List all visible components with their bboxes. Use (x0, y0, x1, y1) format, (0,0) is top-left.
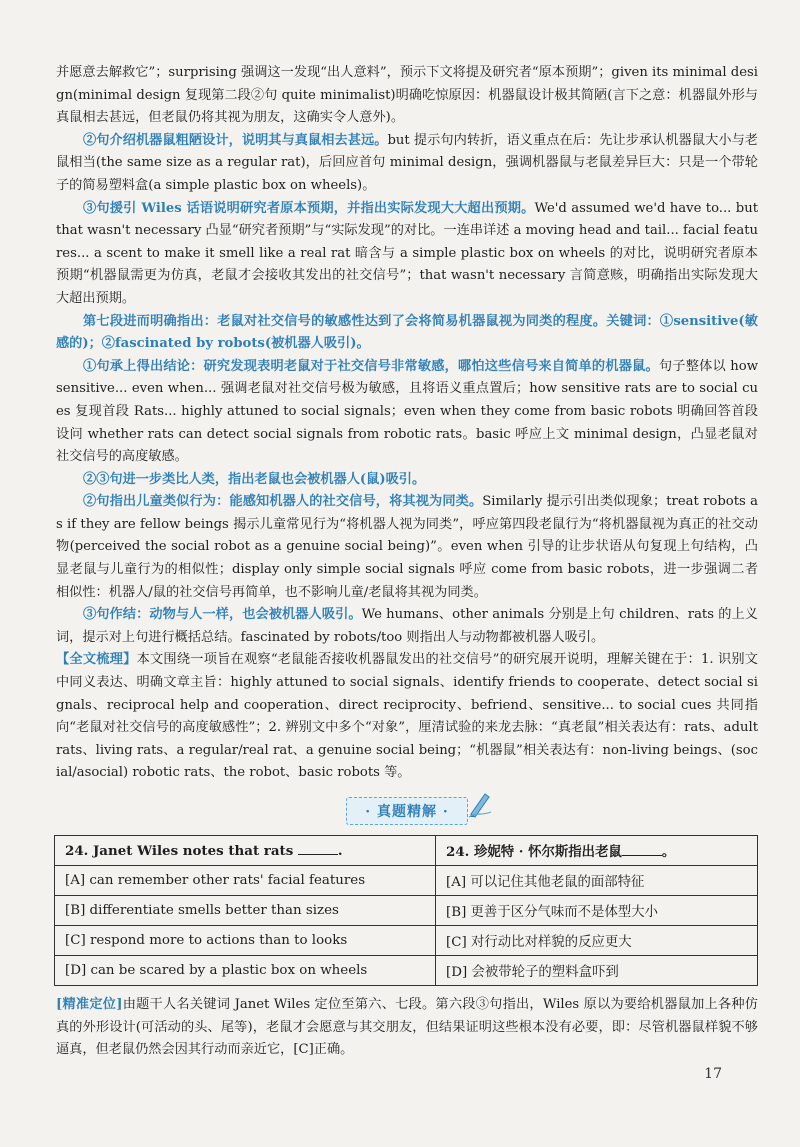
answer-text: 由题干人名关键词 Janet Wiles 定位至第六、七段。第六段③句指出，Wiles 原以为要给机器鼠加上各种仿真的外形设计(可活动的头、尾等)，老鼠才会愿意与其交朋友，但结果证明这些根本没有必要，即：尽管机器鼠样貌不够逼真，但老鼠仍然会因其行动而亲近它，[C]正确。 (56, 997, 758, 1058)
paragraph (56, 604, 758, 649)
section-banner (346, 797, 468, 825)
paragraph: 并愿意去解救它”；surprising 强调这一发现“出人意料”，预示下文将提及研究者“原本预期”；given its minimal design(minimal design 复现第二段②句 quite minimalist)明确吃惊原因：机器鼠设计极其简陋(言下之意：机器鼠外形与真鼠相去甚远，但老鼠仍将其视为朋友，这确实令人意外)。 (56, 65, 758, 126)
sentence-analysis-text: We'd assumed we'd have to... but that wasn't necessary 凸显“研究者预期”与“实际发现”的对比。一连串详述 a moving head and tail... facial features... a scent to make it smell like a real rat 暗含与 a simple plastic box on wheels 的对比，说明研究者原本预期“机器鼠需更为仿真，老鼠才会接收其发出的社交信号”；that wasn't necessary 言简意赅，明确指出实际发现大大超出预期。 (56, 200, 759, 306)
option-en: [B] differentiate smells better than sizes (55, 896, 436, 926)
answer-explanation (56, 994, 758, 1062)
sentence-analysis-label: ③句援引 Wiles 话语说明研究者原本预期，并指出实际发现大大超出预期。 (83, 200, 535, 216)
sentence-analysis-label: ①句承上得出结论：研究发现表明老鼠对于社交信号非常敏感，哪怕这些信号来自简单的机器鼠。 (83, 358, 659, 374)
question-stem-cn: 24. 珍妮特 · 怀尔斯指出老鼠 。 (436, 836, 758, 866)
question-stem-row (55, 836, 758, 866)
sentence-analysis-text: 句子整体以 how sensitive... even when... 强调老鼠对社交信号极为敏感，且将语义重点置后；how sensitive rats are to social cues 复现首段 Rats... highly attuned to social signals；even when they come from basic robots 明确回答首段设问 whether rats can detect social signals from robotic rats。basic 呼应上文 minimal design，凸显老鼠对社交信号的高度敏感。 (56, 358, 758, 465)
paragraph (56, 649, 758, 785)
summary-label: 【全文梳理】 (56, 652, 137, 668)
summary-text: 本文围绕一项旨在观察“老鼠能否接收机器鼠发出的社交信号”的研究展开说明，理解关键在于：1. 识别文中同义表达、明确文章主旨：highly attuned to social signals、identify friends to cooperate、detect social signals、reciprocal help and cooperation、direct reciprocity、befriend、sensitive... to social cues 共同指向“老鼠对社交信号的高度敏感性”；2. 辨别文中多个“对象”，厘清试验的来龙去脉：“真老鼠”相关表达有：rats、adult rats、living rats、a regular/real rat、a genuine social being；“机器鼠”相关表达有：non-living beings、(social/asocial) robotic rats、the robot、basic robots 等。 (56, 652, 758, 781)
answer-blank (298, 842, 338, 855)
paragraph (56, 130, 758, 198)
paragraph (56, 198, 758, 311)
section-banner-wrap (56, 797, 758, 825)
sentence-analysis-text: but 提示句内转折，语义重点在后：先让步承认机器鼠大小与老鼠相当(the same size as a regular rat)，后回应首句 minimal design，强调机器鼠与老鼠差异巨大：只是一个带轮子的简易塑料盒(a simple plastic box on wheels)。 (56, 132, 758, 193)
question-table (54, 835, 758, 986)
sentence-analysis-text: Similarly 提示引出类似现象；treat robots as if they are fellow beings 揭示儿童常见行为“将机器人视为同类”，呼应第四段老鼠行为“将机器鼠视为真正的社交动物(perceived the social robot as a genuine social being)”。even when 引导的让步状语从句复现上句结构，凸显老鼠与儿童行为的相似性；display only simple social signals 呼应 come from basic robots，进一步强调二者相似性：机器人/鼠的社交信号再简单，也不影响儿童/老鼠将其视为同类。 (56, 494, 758, 600)
option-row (55, 866, 758, 896)
paragraph (56, 356, 758, 469)
option-cn: [B] 更善于区分气味而不是体型大小 (436, 896, 758, 926)
section-banner-text: · 真题精解 · (365, 804, 449, 820)
paragraph-summary: 第七段进而明确指出：老鼠对社交信号的敏感性达到了会将简易机器鼠视为同类的程度。关键词：①sensitive(敏感的)；②fascinated by robots(被机器人吸引)。 (56, 313, 758, 352)
option-en: [A] can remember other rats' facial features (55, 866, 436, 896)
sentence-analysis-label: ②句指出儿童类似行为：能感知机器人的社交信号，将其视为同类。 (83, 494, 483, 510)
paragraph (56, 491, 758, 604)
sentence-analysis-label: ③句作结：动物与人一样，也会被机器人吸引。 (83, 607, 362, 623)
option-row (55, 956, 758, 986)
sentence-analysis-text: We humans、other animals 分别是上句 children、rats 的上义词，提示对上句进行概括总结。fascinated by robots/too 则指出人与动物都被机器人吸引。 (56, 607, 758, 645)
sentence-analysis-label: ②句介绍机器鼠粗陋设计，说明其与真鼠相去甚远。 (83, 132, 388, 148)
option-cn: [A] 可以记住其他老鼠的面部特征 (436, 866, 758, 896)
answer-label: [精准定位] (56, 997, 123, 1012)
option-cn: [D] 会被带轮子的塑料盒吓到 (436, 956, 758, 986)
answer-blank (622, 843, 662, 856)
option-cn: [C] 对行动比对样貌的反应更大 (436, 926, 758, 956)
option-en: [D] can be scared by a plastic box on wheels (55, 956, 436, 986)
question-stem-en: 24. Janet Wiles notes that rats . (55, 836, 436, 866)
pen-icon (467, 790, 493, 818)
page-number: 17 (704, 1066, 722, 1082)
option-en: [C] respond more to actions than to looks (55, 926, 436, 956)
option-row (55, 926, 758, 956)
sentence-analysis-label: ②③句进一步类比人类，指出老鼠也会被机器人(鼠)吸引。 (83, 471, 426, 487)
option-row (55, 896, 758, 926)
